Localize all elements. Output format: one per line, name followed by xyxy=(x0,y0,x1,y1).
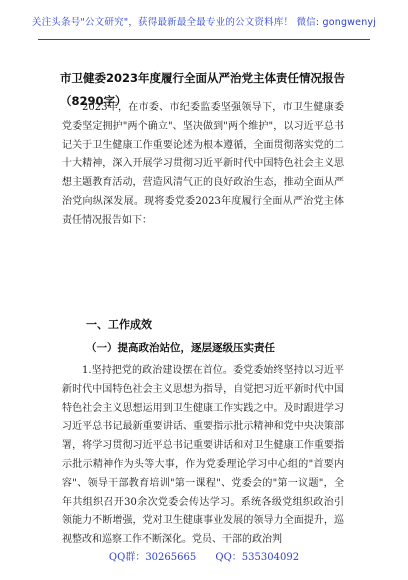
title-line-1: 市卫健委2023年度履行全面从严治党主体责任情况报告 xyxy=(60,71,346,85)
footer-qq-group: QQ群：30265665 xyxy=(108,552,197,563)
subsection-heading: （一）提高政治站位，逐层逐级压实责任 xyxy=(86,342,275,354)
intro-paragraph: 2023年，在市委、市纪委监委坚强领导下，市卫生健康委党委坚定拥护"两个确立"、坚决做到"两个维护"，以习近平总书记关于卫生健康工作重要论述为根本遵循，全面贯彻落实党的二十大精神，深入开展学习贯彻习近平新时代中国特色社会主义思想主题教育活动，营造风清气正的良好政治生态，推动全面从严治党向纵深发展。现将委党委2023年度履行全面从严治党主体责任情况报告如下： xyxy=(62,102,344,226)
section-heading: 一、工作成效 xyxy=(86,318,152,331)
header-banner: 关注头条号"公文研究"，获得最新最全最专业的公文资料库！ 微信: gongwenyj xyxy=(31,17,377,28)
header-rule xyxy=(38,39,370,40)
footer-contact xyxy=(0,548,408,563)
title-line-2: （8290字） xyxy=(60,94,127,108)
footer-qq: QQ：535304092 xyxy=(215,552,300,563)
body-paragraph: 1.坚持把党的政治建设摆在首位。委党委始终坚持以习近平新时代中国特色社会主义思想为指导，自觉把习近平新时代中国特色社会主义思想运用到卫生健康工作实践之中。及时跟进学习习近平总书记最新重要讲话、重要指示批示精神和党中央决策部署，将学习贯彻习近平总书记重要讲话和对卫生健康工作重要指示批示精神作为头等大事，作为党委理论学习中心组的"首要内容"、领导干部教育培训"第一课程"、党委会的"第一议题"，全年共组织召开30余次党委会传达学习。系统各级党组织政治引领能力不断增强，党对卫生健康事业发展的领导力全面提升，巡视整改和巡察工作不断深化。党员、干部的政治判 xyxy=(62,365,344,546)
